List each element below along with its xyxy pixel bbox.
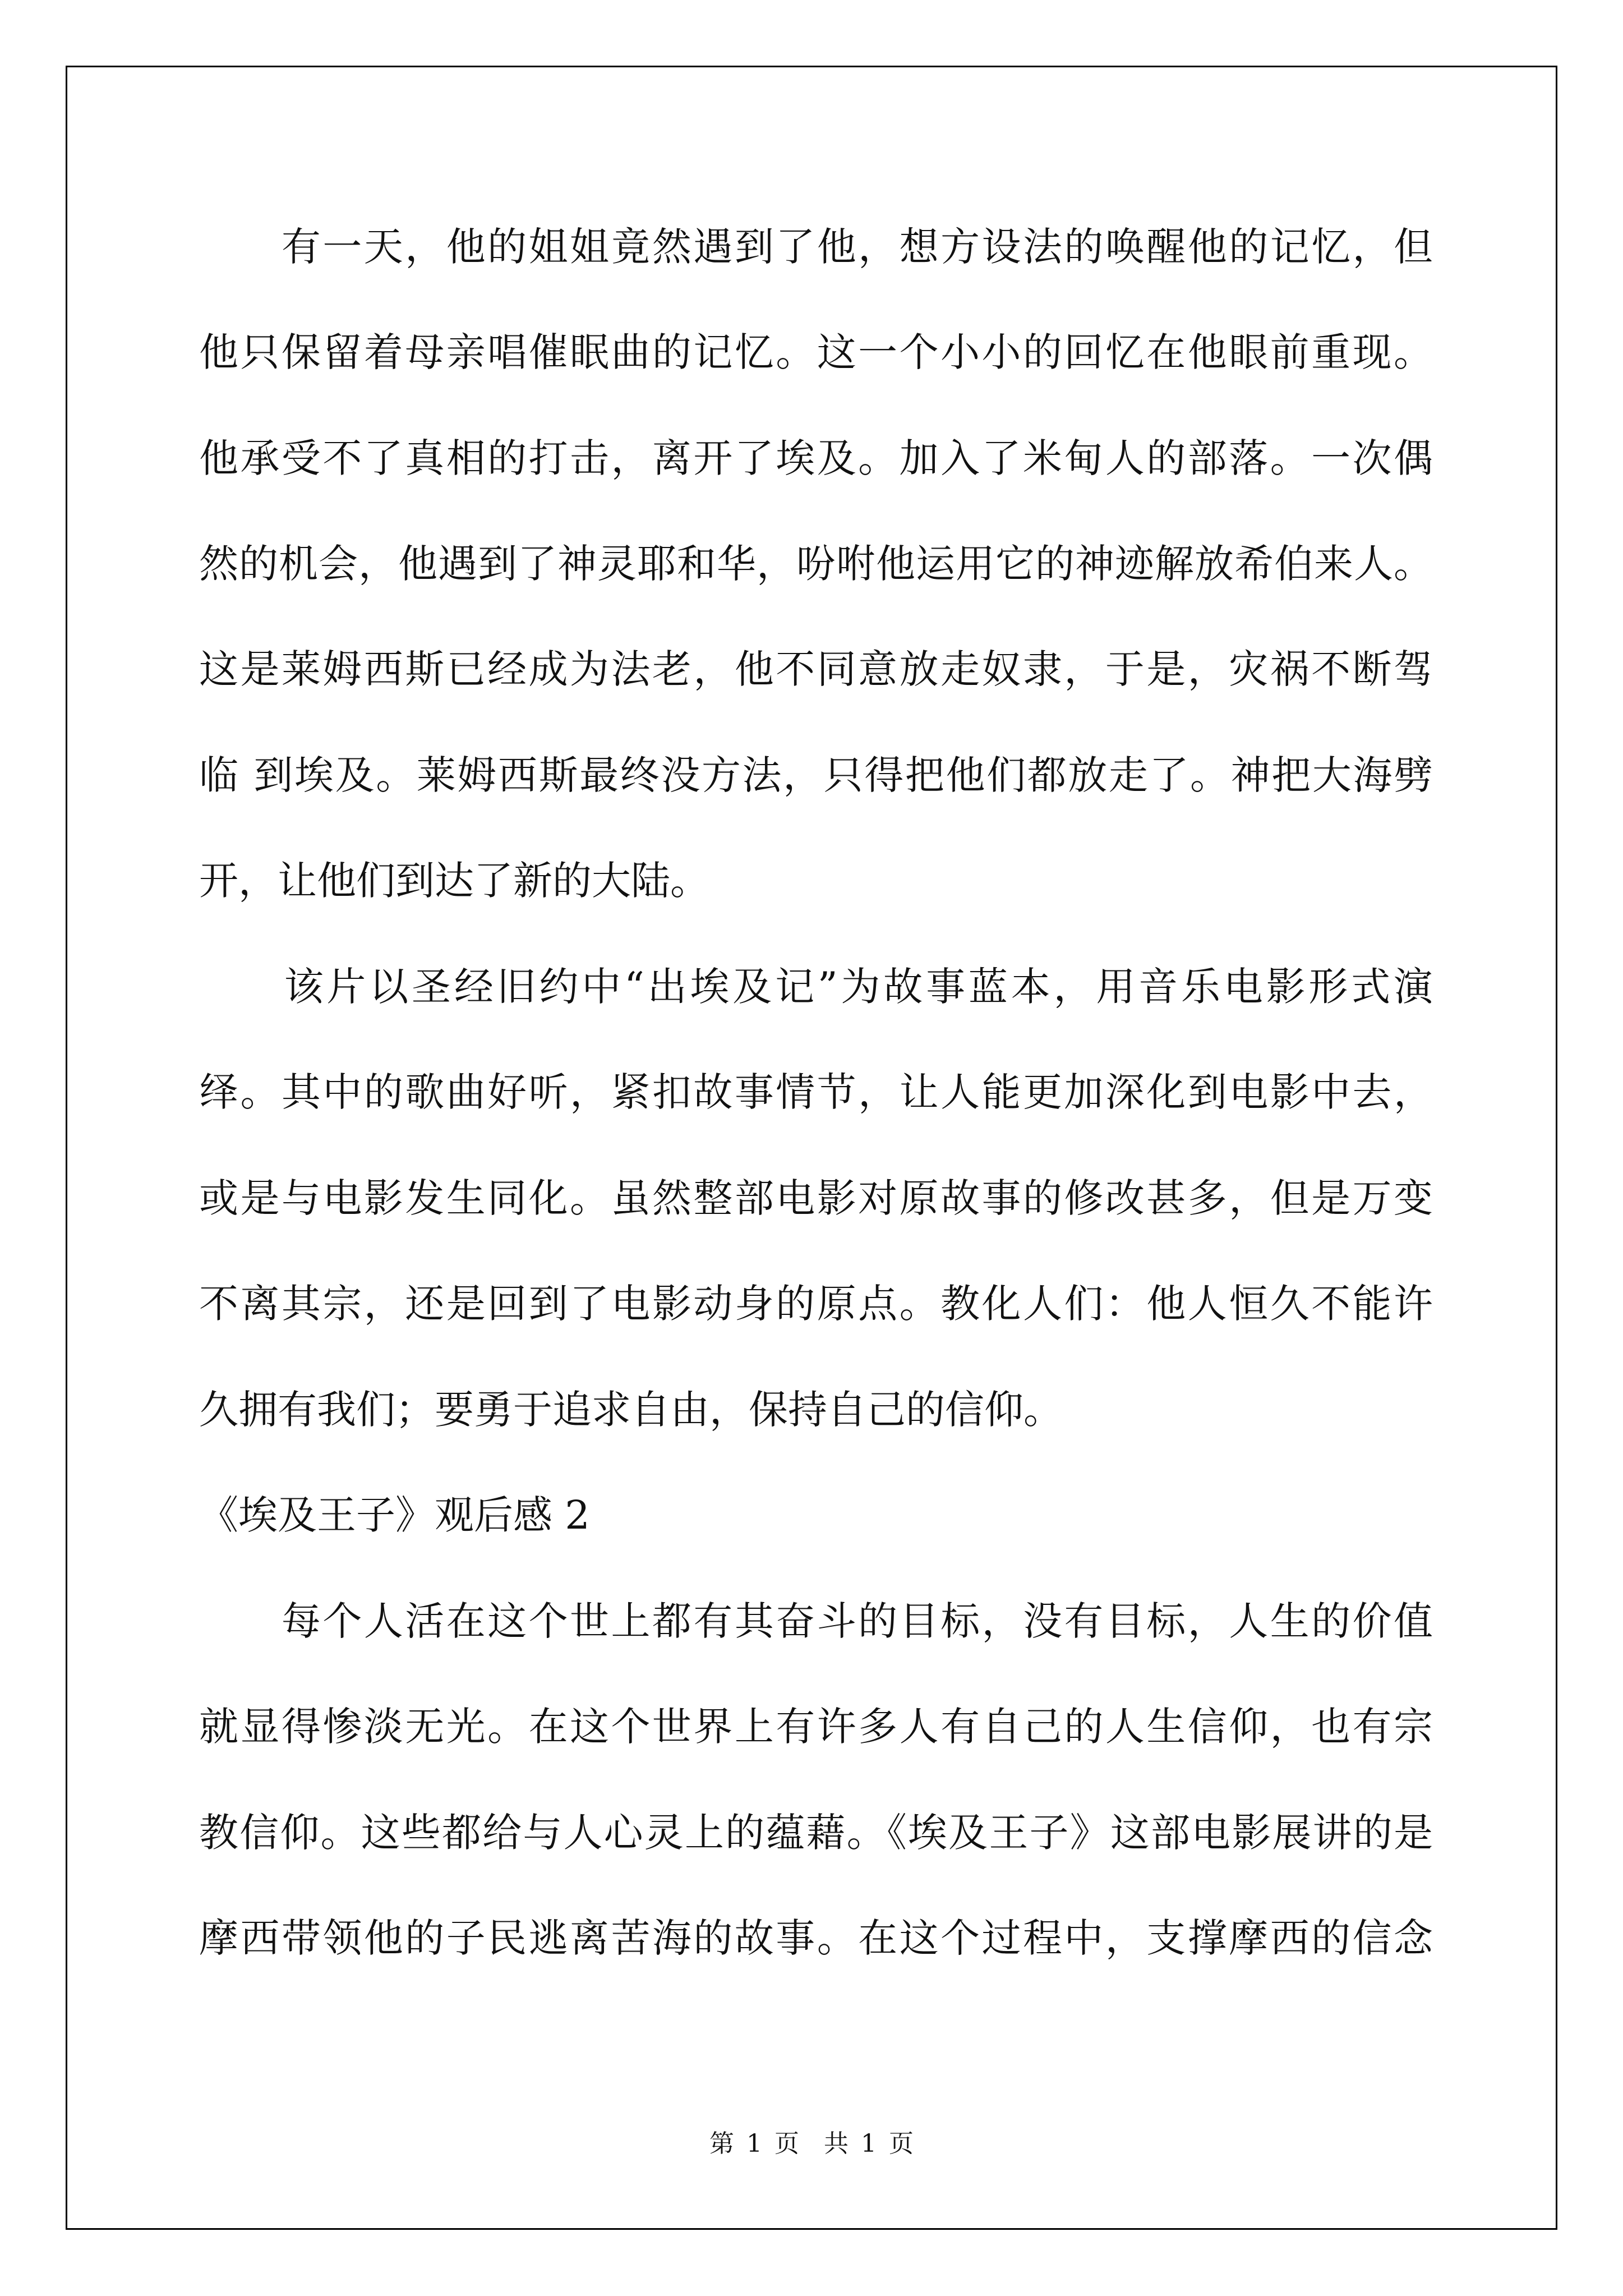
text-line: 他只保留着母亲唱催眠曲的记忆。这一个小小的回忆在他眼前重现。 bbox=[199, 329, 1433, 375]
text-line: 教信仰。这些都给与人心灵上的蕴藉。《埃及王子》这部电影展讲的是 bbox=[199, 1810, 1433, 1856]
text-line: 就显得惨淡无光。在这个世界上有许多人有自己的人生信仰，也有宗 bbox=[199, 1704, 1433, 1750]
section-heading: 《埃及王子》观后感 2 bbox=[199, 1492, 590, 1538]
text-line: 开，让他们到达了新的大陆。 bbox=[199, 858, 709, 904]
text-line: 不离其宗，还是回到了电影动身的原点。教化人们：他人恒久不能许 bbox=[199, 1281, 1433, 1327]
text-line: 然的机会，他遇到了神灵耶和华，吩咐他运用它的神迹解放希伯来人。 bbox=[199, 541, 1433, 587]
page-footer: 第 1 页 共 1 页 bbox=[709, 2129, 914, 2158]
text-line: 这是莱姆西斯已经成为法老，他不同意放走奴隶，于是，灾祸不断驾 bbox=[199, 646, 1433, 692]
text-line: 他承受不了真相的打击，离开了埃及。加入了米甸人的部落。一次偶 bbox=[199, 435, 1433, 481]
text-line: 有一天，他的姐姐竟然遇到了他，想方设法的唤醒他的记忆，但 bbox=[199, 224, 1433, 270]
page-border bbox=[66, 66, 1557, 2230]
text-line: 或是与电影发生同化。虽然整部电影对原故事的修改甚多，但是万变 bbox=[199, 1175, 1433, 1221]
text-line: 临 到埃及。莱姆西斯最终没方法，只得把他们都放走了。神把大海劈 bbox=[199, 752, 1433, 798]
text-line: 每个人活在这个世上都有其奋斗的目标，没有目标，人生的价值 bbox=[199, 1598, 1433, 1644]
text-line: 久拥有我们；要勇于追求自由，保持自己的信仰。 bbox=[199, 1387, 1063, 1433]
text-line: 该片以圣经旧约中“出埃及记”为故事蓝本，用音乐电影形式演 bbox=[199, 964, 1433, 1010]
text-line: 摩西带领他的子民逃离苦海的故事。在这个过程中，支撑摩西的信念 bbox=[199, 1915, 1433, 1961]
text-line: 绎。其中的歌曲好听，紧扣故事情节，让人能更加深化到电影中去， bbox=[199, 1069, 1433, 1115]
